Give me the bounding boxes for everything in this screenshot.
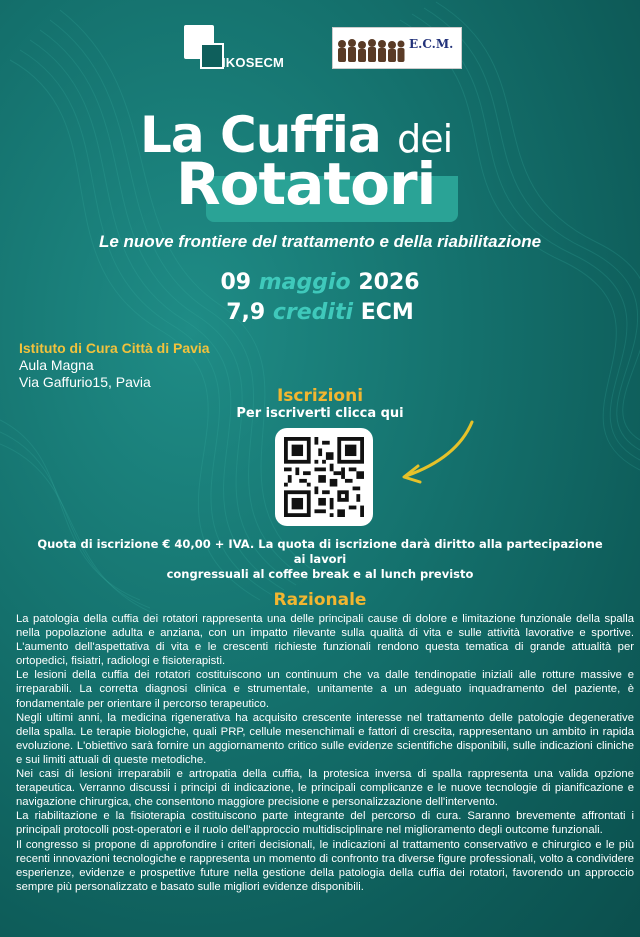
fee-line-2: congressuali al coffee break e al lunch previsto: [166, 567, 474, 581]
venue-name: Istituto di Cura Città di Pavia: [19, 340, 210, 356]
rationale-paragraph: Nei casi di lesioni irreparabili e artropatia della cuffia, la protesica inversa di spalla rappresenta una valida opzione terapeutica. Verranno discussi i principi di indicazione, le principali complicanze e le nuove tecnologie di pianificazione e navigazione chirurgica, che consentono maggiore precisione e personalizzazione dell'intervento.: [16, 768, 634, 809]
rationale-paragraph: Le lesioni della cuffia dei rotatori costituiscono un continuum che va dalle tendinopatie iniziali alle rotture massive e irreparabili. La corretta diagnosi clinica e strumentale, unitamente a un adeguato inquadramento del paziente, è fondamentale per orientare il percorso terapeutico.: [16, 669, 634, 710]
registration-link[interactable]: Per iscriverti clicca qui: [236, 406, 404, 421]
ecm-credits: [0, 300, 640, 325]
credits-value: 7,9: [226, 300, 266, 325]
ecm-logo-text: E.C.M.: [409, 37, 454, 51]
event-date: [0, 270, 640, 295]
fee-line-1: Quota di iscrizione € 40,00 + IVA. La quota di iscrizione darà diritto alla partecipazione ai lavori: [37, 537, 603, 566]
date-year: 2026: [358, 270, 420, 295]
title-dei: dei: [397, 117, 453, 161]
people-group-icon: [336, 36, 406, 62]
title-line2: Rotatori: [176, 150, 436, 218]
venue-room: Aula Magna: [19, 357, 94, 373]
rationale-body: [16, 612, 634, 894]
credits-word: crediti: [272, 300, 354, 325]
subtitle: Le nuove frontiere del trattamento e della riabilitazione: [98, 232, 542, 251]
rationale-paragraph: La riabilitazione e la fisioterapia costituiscono parte integrante del percorso di cura. Saranno brevemente affrontati i principali protocolli post-operatori e il ruolo dell'approccio multidisciplinare nel miglioramento degli outcome funzionali.: [16, 810, 634, 837]
registration-qr-code[interactable]: [275, 428, 373, 526]
title-line1: La Cuffia dei: [140, 106, 453, 164]
ikos-ecm-logo: [184, 25, 308, 69]
rationale-paragraph: La patologia della cuffia dei rotatori rappresenta una delle principali cause di dolore e limitazione funzionale della spalla nella popolazione adulta e anziana, con un impatto rilevante sulla qualità di vita e sulle attività lavorative e sportive. L'aumento dell'aspettativa di vita e le crescenti richieste funzionali rendono questa tematica di grande attualità per ortopedici, fisiatri, radiologi e fisioterapisti.: [16, 613, 634, 668]
logos-header: [0, 20, 640, 72]
rationale-paragraph: Negli ultimi anni, la medicina rigenerativa ha acquisito crescente interesse nel trattamento delle patologie degenerative della spalla. Le terapie biologiche, quali PRP, cellule mesenchimali e fattori di crescita, rappresentano un ambito in rapida evoluzione. L'obiettivo sarà fornire un aggiornamento critico sulle evidenze scientifiche disponibili, sulle indicazioni cliniche e sui limiti attuali di queste metodiche.: [16, 711, 634, 766]
yellow-arrow-icon: [392, 418, 476, 490]
registration-fee-text: [30, 537, 610, 582]
ecm-logo: [332, 27, 462, 69]
date-day: 09: [220, 270, 252, 295]
venue-block: [19, 340, 210, 391]
rationale-paragraph: Il congresso si propone di approfondire i criteri decisionali, le indicazioni al trattamento conservativo e chirurgico e le più recenti innovazioni tecnologiche e rappresenta un momento di confronto tra diverse figure professionali, volto a condividere esperienze, evidenze e prospettive future nella gestione della patologia della cuffia dei rotatori, favorendo un approccio sempre più personalizzato e basato sulle migliori evidenze disponibili.: [16, 838, 634, 893]
rationale-title: Razionale: [273, 590, 367, 610]
registration-title: Iscrizioni: [276, 386, 364, 406]
date-month: maggio: [258, 270, 351, 295]
qr-code-icon: [284, 437, 364, 517]
venue-address: Via Gaffurio15, Pavia: [19, 374, 151, 390]
credits-label: ECM: [360, 300, 414, 325]
ikos-logo-text: IKOSECM: [222, 55, 285, 70]
